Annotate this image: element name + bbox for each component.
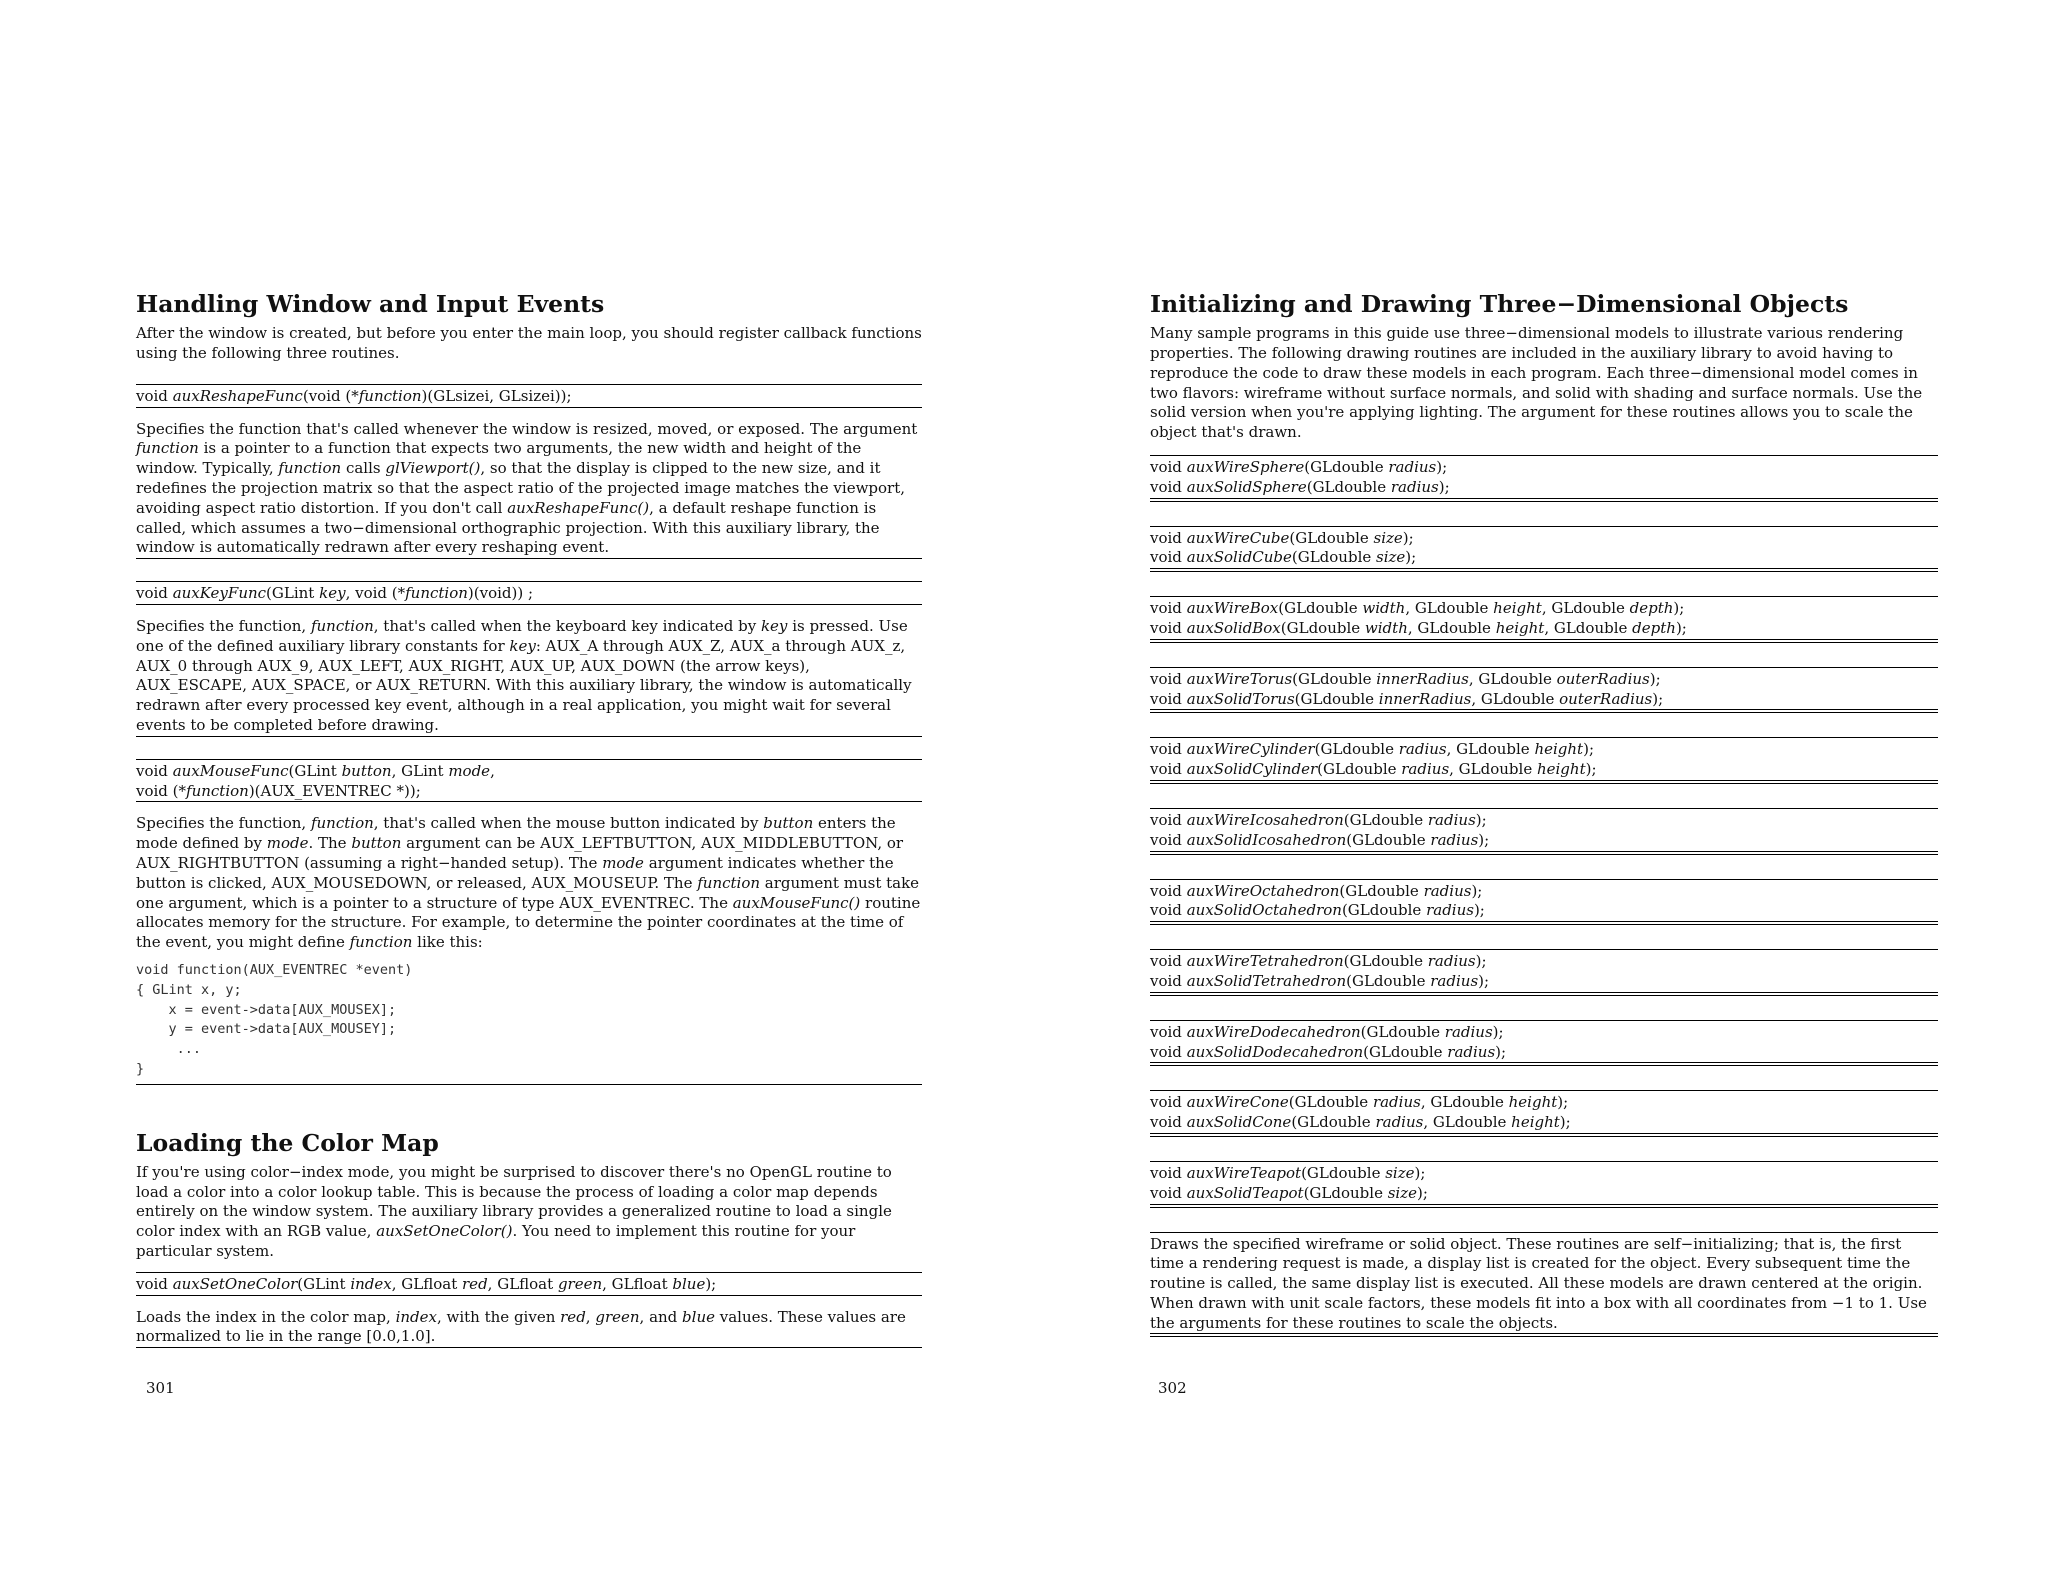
left-page-body [136, 290, 922, 1348]
page-number: 302 [1158, 1379, 1187, 1397]
signature-cube: void auxWireCube(GLdouble size); void auxSolidCube(GLdouble size); [1150, 526, 1938, 573]
signature-key-func: void auxKeyFunc(GLint key, void (*function)(void)) ; [136, 581, 922, 605]
description-reshape-func: Specifies the function that's called whenever the window is resized, moved, or exposed. The argument function is a pointer to a function that expects two arguments, the new width and height of the window. Typically, function calls glViewport(), so that the display is clipped to the new size, and it redefines the projection matrix so that the aspect ratio of the projected image matches the viewport, avoiding aspect ratio distortion. If you don't call auxReshapeFunc(), a default reshape function is called, which assumes a two−dimensional orthographic projection. With this auxiliary library, the window is automatically redrawn after every reshaping event. [136, 420, 922, 560]
signature-tetrahedron: void auxWireTetrahedron(GLdouble radius); void auxSolidTetrahedron(GLdouble radius); [1150, 949, 1938, 996]
description-key-func: Specifies the function, function, that's called when the keyboard key indicated by key is pressed. Use one of the defined auxiliary library constants for key: AUX_A through AUX_Z, AUX_a through AUX_z, AUX_0 through AUX_9, AUX_LEFT, AUX_RIGHT, AUX_UP, AUX_DOWN (the arrow keys), AUX_ESCAPE, AUX_SPACE, or AUX_RETURN. With this auxiliary library, the window is automatically redrawn after every processed key event, although in a real application, you might wait for several events to be completed before drawing. [136, 617, 922, 737]
color-map-paragraph: If you're using color−index mode, you might be surprised to discover there's no OpenGL routine to load a color into a color lookup table. This is because the process of loading a color map depends entirely on the window system. The auxiliary library provides a generalized routine to load a single color index with an RGB value, auxSetOneColor(). You need to implement this routine for your particular system. [136, 1162, 892, 1261]
section-heading-color-map: Loading the Color Map [136, 1128, 439, 1157]
right-page [1150, 0, 1938, 1582]
code-sample-mouse-func: void function(AUX_EVENTREC *event) { GLint x, y; x = event->data[AUX_MOUSEX]; y = event->data[AUX_MOUSEY]; ... } [136, 961, 413, 1077]
signature-octahedron: void auxWireOctahedron(GLdouble radius); void auxSolidOctahedron(GLdouble radius); [1150, 879, 1938, 926]
intro-paragraph: After the window is created, but before you enter the main loop, you should register callback functions using the following three routines. [136, 324, 922, 362]
description-3d-objects: Draws the specified wireframe or solid object. These routines are self−initializing; that is, the first time a rendering request is made, a display list is created for the object. Every subsequent time the routine is called, the same display list is executed. All these models are drawn centered at the origin. When drawn with unit scale factors, these models fit into a box with all coordinates from −1 to 1. Use the arguments for these routines to scale the objects. [1150, 1232, 1938, 1338]
signature-set-one-color: void auxSetOneColor(GLint index, GLfloat red, GLfloat green, GLfloat blue); [136, 1272, 922, 1296]
right-page-body [1150, 290, 1938, 1337]
signature-teapot: void auxWireTeapot(GLdouble size); void auxSolidTeapot(GLdouble size); [1150, 1161, 1938, 1208]
section-heading-window-events: Handling Window and Input Events [136, 290, 605, 318]
signature-icosahedron: void auxWireIcosahedron(GLdouble radius); void auxSolidIcosahedron(GLdouble radius); [1150, 808, 1938, 855]
left-page [136, 0, 922, 1582]
page-number: 301 [146, 1379, 175, 1397]
signature-dodecahedron: void auxWireDodecahedron(GLdouble radius); void auxSolidDodecahedron(GLdouble radius); [1150, 1020, 1938, 1067]
intro-paragraph: Many sample programs in this guide use three−dimensional models to illustrate various rendering properties. The following drawing routines are included in the auxiliary library to avoid having to reproduce the code to draw these models in each program. Each three−dimensional model comes in two flavors: wireframe without surface normals, and solid with shading and surface normals. Use the solid version when you're applying lighting. The argument for these routines allows you to scale the object that's drawn. [1150, 324, 1923, 442]
signature-cone: void auxWireCone(GLdouble radius, GLdouble height); void auxSolidCone(GLdouble radius, GLdouble height); [1150, 1090, 1938, 1137]
signature-cylinder: void auxWireCylinder(GLdouble radius, GLdouble height); void auxSolidCylinder(GLdouble radius, GLdouble height); [1150, 737, 1938, 784]
signature-sphere: void auxWireSphere(GLdouble radius); void auxSolidSphere(GLdouble radius); [1150, 455, 1938, 502]
signature-reshape-func: void auxReshapeFunc(void (*function)(GLsizei, GLsizei)); [136, 384, 922, 408]
signature-box: void auxWireBox(GLdouble width, GLdouble height, GLdouble depth); void auxSolidBox(GLdouble width, GLdouble height, GLdouble depth); [1150, 596, 1938, 643]
section-heading-3d-objects: Initializing and Drawing Three−Dimensional Objects [1150, 290, 1849, 318]
description-set-one-color: Loads the index in the color map, index, with the given red, green, and blue values. These values are normalized to lie in the range [0.0,1.0]. [136, 1308, 922, 1349]
signature-torus: void auxWireTorus(GLdouble innerRadius, GLdouble outerRadius); void auxSolidTorus(GLdouble innerRadius, GLdouble outerRadius); [1150, 667, 1938, 714]
signature-mouse-func: void auxMouseFunc(GLint button, GLint mode, void (*function)(AUX_EVENTREC *)); [136, 759, 922, 803]
description-mouse-func: Specifies the function, function, that's called when the mouse button indicated by button enters the mode defined by mode. The button argument can be AUX_LEFTBUTTON, AUX_MIDDLEBUTTON, or AUX_RIGHTBUTTON (assuming a right−handed setup). The mode argument indicates whether the button is clicked, AUX_MOUSEDOWN, or released, AUX_MOUSEUP. The function argument must take one argument, which is a pointer to a structure of type AUX_EVENTREC. The auxMouseFunc() routine allocates memory for the structure. For example, to determine the pointer coordinates at the time of the event, you might define function like this: void function(AUX_EVENTREC *event) { GLint x, y; x = event->data[AUX_MOUSEX]; y = event->data[AUX_MOUSEY]; ... } [136, 814, 922, 1084]
